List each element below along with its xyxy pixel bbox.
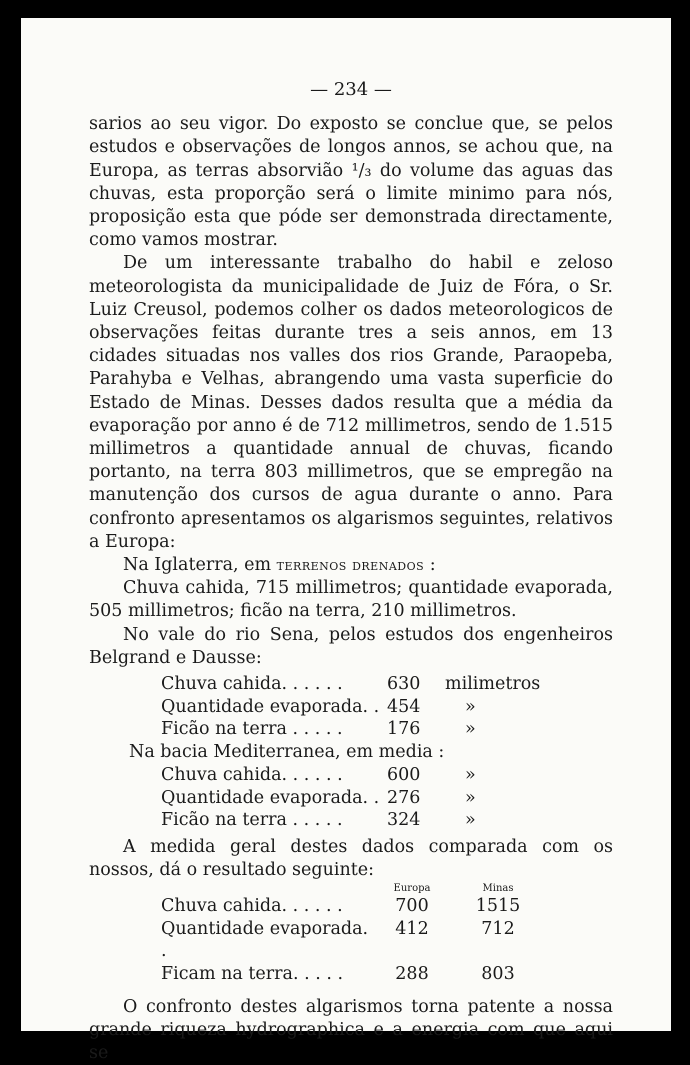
paragraph-6: A medida geral destes dados comparada com os nossos, dá o resultado seguinte: [89, 836, 613, 881]
row-value: 176 [387, 719, 421, 740]
table-row [161, 963, 541, 986]
table-row [161, 696, 540, 719]
paragraph-5: No vale do rio Sena, pelos estudos dos engenheiros Belgrand e Dausse: [89, 624, 613, 668]
table-row [161, 718, 540, 741]
comparison-table [161, 882, 541, 985]
paragraph-3-suffix: : [424, 555, 436, 576]
europa-value: 700 [395, 896, 429, 917]
row-value: 324 [387, 810, 421, 831]
bacia-heading: Na bacia Mediterranea, em media : [129, 741, 445, 762]
table-row [161, 918, 541, 963]
row-label: Ficam na terra. . . . . [161, 964, 344, 985]
row-label: Chuva cahida. . . . . . [161, 765, 343, 786]
row-unit: » [465, 765, 476, 786]
paragraph-3 [89, 554, 613, 577]
paragraph-3-prefix: Na Iglaterra, em [123, 555, 272, 576]
paragraph-3-smallcaps: terrenos drenados [276, 556, 425, 575]
page-number: — 234 — [310, 79, 392, 100]
paragraph-2: De um interessante trabalho do habil e zeloso meteorologista da municipalidade de Juiz de Fóra, o Sr. Luiz Creusol, podemos colher os dados meteorologicos de observações feitas durante tres a seis annos, em 13 cidades situadas nos valles dos rios Grande, Paraopeba, Parahyba e Velhas, abrangendo uma vasta superficie do Estado de Minas. Desses dados resulta que a média da evaporação por anno é de 712 millimetros, sendo de 1.515 millimetros a quantidade annual de chuvas, ficando portanto, na terra 803 millimetros, que se empregão na manutenção dos cursos de agua durante o anno. Para confronto apresentamos os algarismos seguintes, relativos a Europa: [89, 253, 613, 552]
row-value: 630 [387, 674, 421, 695]
row-unit: » [465, 810, 476, 831]
table-row [161, 809, 476, 832]
table-row [161, 895, 541, 918]
row-label: Quantidade evaporada. . [161, 696, 380, 717]
paragraph-1: sarios ao seu vigor. Do exposto se conclue que, se pelos estudos e observações de longos annos, se achou que, na Europa, as terras absorvião ¹/₃ do volume das aguas das chuvas, esta proporção será o limite minimo para nós, proposição esta que póde ser demonstrada directamente, como vamos mostrar. [89, 114, 613, 251]
minas-value: 803 [481, 964, 515, 985]
row-value: 454 [387, 696, 421, 717]
row-label: Chuva cahida. . . . . . [161, 674, 343, 695]
row-value: 600 [387, 765, 421, 786]
sena-table [161, 673, 540, 741]
row-label: Quantidade evaporada. . [161, 787, 380, 808]
header-spacer [161, 882, 369, 895]
europa-value: 412 [395, 918, 429, 939]
minas-value: 712 [481, 918, 515, 939]
paragraph-7: O confronto destes algarismos torna patente a nossa grande riqueza hydrographica e a energia com que aqui se [89, 996, 613, 1064]
row-label: Chuva cahida. . . . . . [161, 896, 343, 917]
column-header-europa: Europa [393, 883, 431, 895]
europa-value: 288 [395, 964, 429, 985]
table-row [161, 673, 540, 696]
row-unit: milimetros [445, 674, 541, 695]
page-content [89, 78, 613, 1065]
table-row [161, 764, 476, 787]
table-row [161, 787, 476, 810]
column-header-minas: Minas [482, 883, 514, 895]
row-unit: » [465, 719, 476, 740]
minas-value: 1515 [475, 896, 521, 917]
bacia-table [161, 764, 476, 832]
row-label: Ficão na terra . . . . . [161, 810, 343, 831]
row-unit: » [465, 787, 476, 808]
table-header-row [161, 882, 541, 895]
row-value: 276 [387, 787, 421, 808]
row-label: Quantidade evaporada. . [161, 918, 369, 962]
row-label: Ficão na terra . . . . . [161, 719, 343, 740]
paragraph-4: Chuva cahida, 715 millimetros; quantidade evaporada, 505 millimetros; ficão na terra, 210 millimetros. [89, 578, 613, 622]
book-page [21, 18, 671, 1064]
row-unit: » [465, 696, 476, 717]
